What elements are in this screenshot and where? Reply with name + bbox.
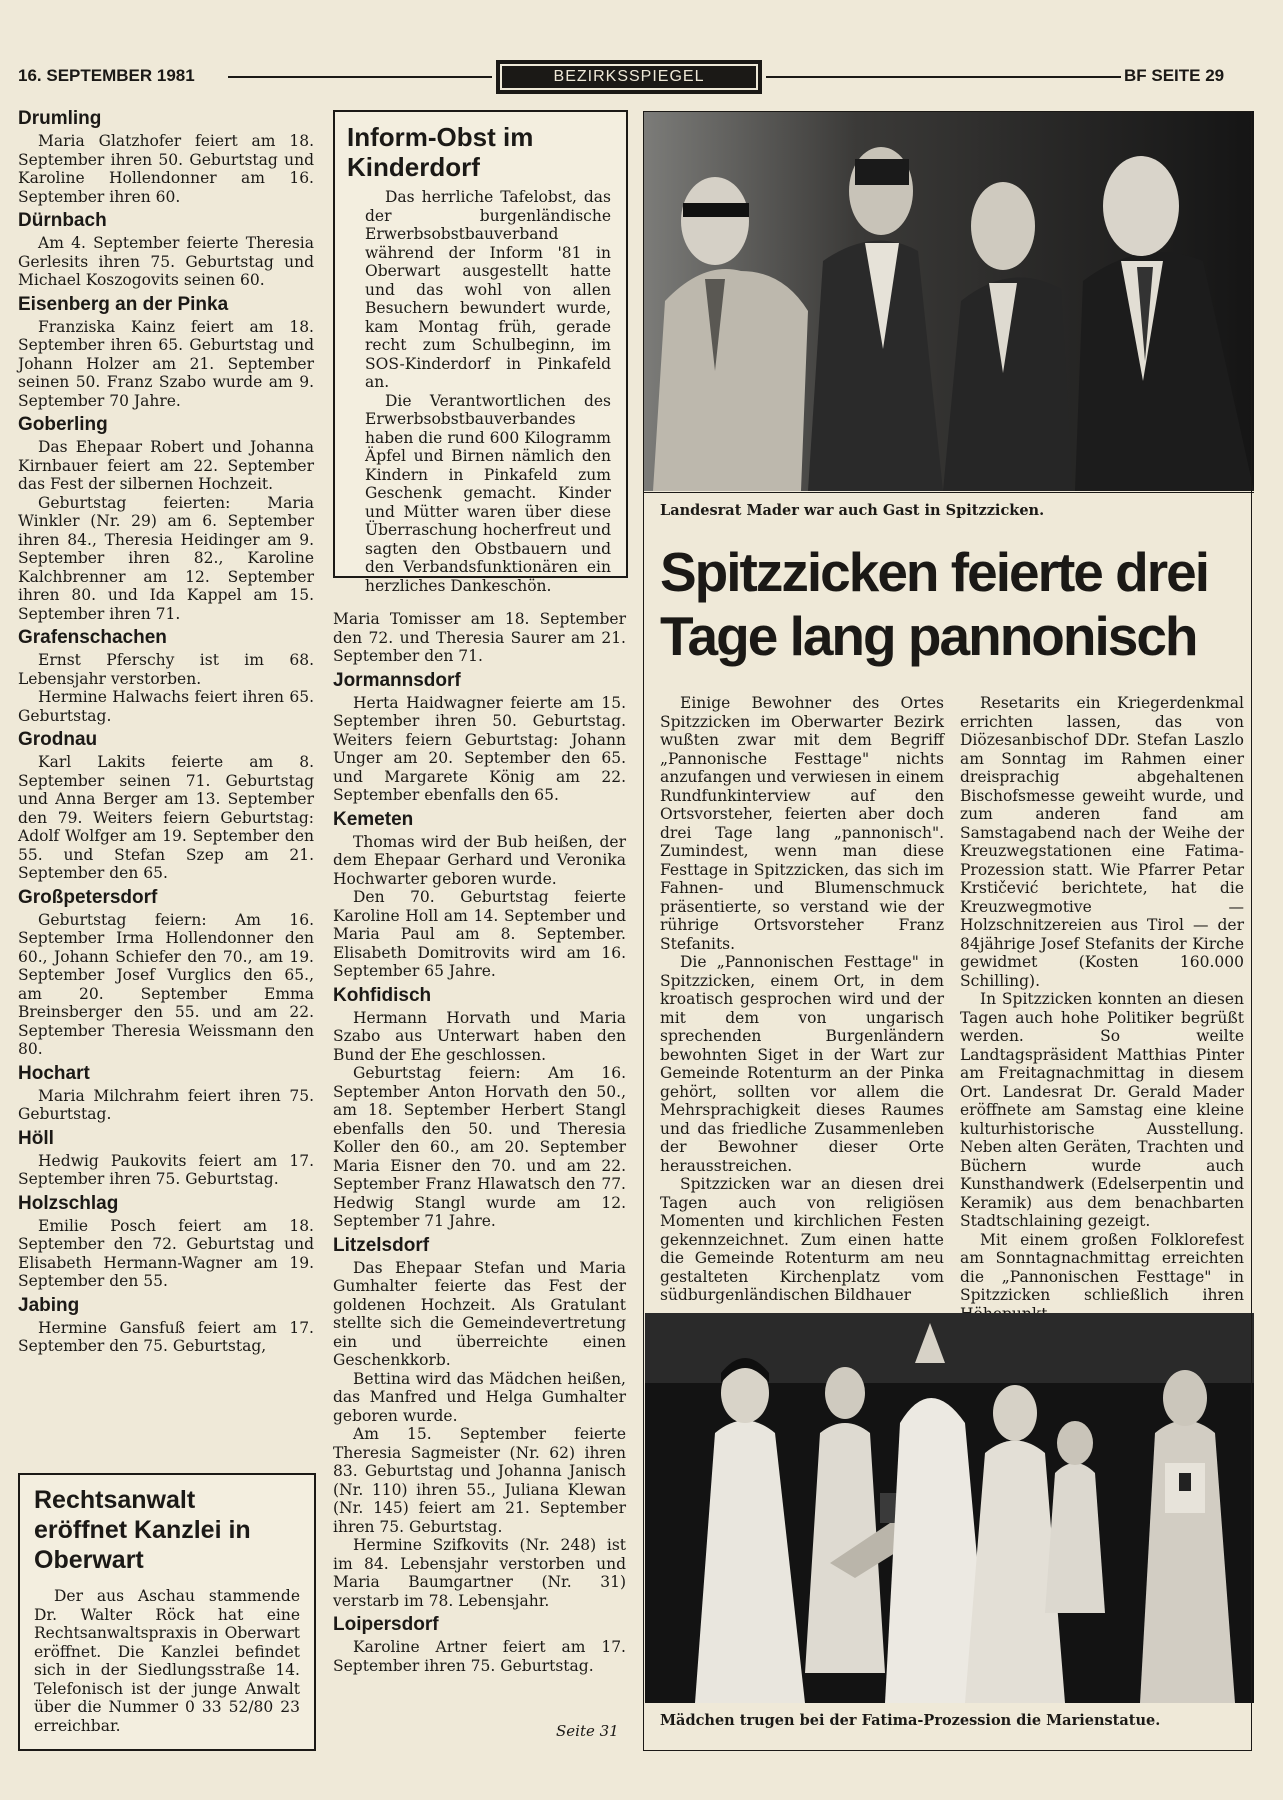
paragraph: Thomas wird der Bub heißen, der dem Ehepaar Gerhard und Veronika Hochwarter geboren wurde. [333,832,626,888]
village-heading: Eisenberg an der Pinka [18,293,229,315]
photo1-caption: Landesrat Mader war auch Gast in Spitzzicken. [660,502,1045,519]
paragraph: Der aus Aschau stammende Dr. Walter Röck hat eine Rechtsanwaltspraxis in Oberwart eröffnet. Die Kanzlei befindet sich in der Siedlungsstraße 14. Telefonisch ist der junge Anwalt über die Nummer 0 33 52/80 23 erreichbar. [34,1587,300,1735]
section-label: BEZIRKSSPIEGEL [500,64,758,90]
photo-politicians [643,111,1254,491]
village-heading: Jormannsdorf [333,669,461,691]
paragraph: Hedwig Paukovits feiert am 17. September ihren 75. Geburtstag. [18,1151,314,1188]
section-label-box [496,60,762,94]
paragraph: Geburtstag feiern: Am 16. September Irma Hollendonner den 60., Johann Schiefer den 70., am 19. September Josef Vurglics den 65., am 20. September Emma Breinsberger den 55. und am 22. September Theresia Weissmann den 80. [18,910,314,1058]
paragraph: Hermine Halwachs feiert ihren 65. Geburtstag. [18,688,314,725]
box-inform-obst-title: Inform-Obst im Kinderdorf [347,122,534,182]
paragraph: Hermine Gansfuß feiert am 17. September den 75. Geburtstag, [18,1318,314,1355]
village-heading: Hochart [18,1062,90,1084]
box-rechtsanwalt [18,1473,316,1751]
village-heading: Loipersdorf [333,1614,439,1635]
village-heading: Kohfidisch [333,984,432,1006]
column-local-news-1 [18,104,314,1356]
box-inform-obst [333,110,628,595]
paragraph: Franziska Kainz feiert am 18. September ihren 65. Geburtstag und Johann Holzer am 21. September seinen 50. Franz Szabo wurde am 9. September 70 Jahre. [18,317,314,410]
village-heading: Drumling [18,108,102,129]
box-rechtsanwalt-title: Rechtsanwalt eröffnet Kanzlei in Oberwart [34,1486,251,1574]
paragraph: Emilie Posch feiert am 18. September den 72. Geburtstag und Elisabeth Hermann-Wagner am 19. September den 55. [18,1216,314,1290]
paragraph: Das Ehepaar Stefan und Maria Gumhalter feierte das Fest der goldenen Hochzeit. Als Gratulant stellte sich die Gemeindevertretung ein und überreichte einen Geschenkkorb. [333,1258,626,1369]
paragraph: Einige Bewohner des Ortes Spitzzicken im Oberwarter Bezirk wußten zwar mit dem Begriff „Pannonische Festtage" nichts anzufangen und verwiesen in einem Rundfunkinterview auf den Ortsvorsteher, feierten aber doch drei Tage lang „pannonisch". Zumindest, wenn man diese Festtage in Spitzzicken, das sich im Fahnen- und Blumenschmuck präsentierte, so verstand wie der rührige Ortsvorsteher Franz Stefanits. [660,694,944,953]
paragraph: Geburtstag feierten: Maria Winkler (Nr. 29) am 6. September ihren 84., Theresia Heidinger am 9. September ihren 82., Karoline Kalchbrenner am 12. September ihren 80. und Ida Kappel am 15. September ihren 71. [18,493,314,623]
issue-date: 16. SEPTEMBER 1981 [18,66,195,85]
article-column-a [660,694,944,1305]
paragraph: Maria Milchrahm feiert ihren 75. Geburtstag. [18,1086,314,1123]
paragraph: Maria Glatzhofer feiert am 18. September ihren 50. Geburtstag und Karoline Hollendonner am 16. September ihren 60. [18,132,314,206]
photo-procession [645,1313,1254,1703]
paragraph: Bettina wird das Mädchen heißen, das Manfred und Helga Gumhalter geboren wurde. [333,1369,626,1425]
photo2-caption: Mädchen trugen bei der Fatima-Prozession die Marienstatue. [660,1712,1161,1729]
paragraph: Mit einem großen Folklorefest am Sonntagnachmittag erreichten die „Pannonischen Festtage" in Spitzzicken schließlich ihren [960,1230,1244,1304]
paragraph: In Spitzzicken konnten an diesen Tagen auch hohe Politiker begrüßt werden. So weilte Landtagspräsident Matthias Pinter am Freitagnachmittag in diesem Ort. Landesrat Dr. Gerald Mader eröffnete am Samstag eine kleine kulturhistorische Ausstellung. Neben alten Geräten, Trachten und Büchern wurde auch Kunsthandwerk (Edelserpentin und Keramik) aus dem benachbarten Stadtschlaining gezeigt. [960,990,1244,1230]
village-heading: Grafenschachen [18,627,167,648]
village-heading: Großpetersdorf [18,886,158,908]
paragraph: Karl Lakits feierte am 8. September seinen 71. Geburtstag und Anna Berger am 13. September den 79. Weiters feiern Geburtstag: Adolf Wolfger am 19. September den 55. und Stefan Szep am 21. September den 65. [18,753,314,882]
photo1-rule [643,492,1254,493]
column-local-news-2 [333,610,626,1675]
paragraph: Ernst Pferschy ist im 68. Lebensjahr verstorben. [18,651,314,688]
village-heading: Jabing [18,1294,80,1316]
paragraph: Am 15. September feierte Theresia Sagmeister (Nr. 62) ihren 83. Geburtstag und Johanna Janisch (Nr. 110) ihren 55., Juliana Klewan (Nr. 145) feiert am 21. September ihren 75. Geburtstag. [333,1425,626,1536]
village-heading: Dürnbach [18,210,107,231]
box-rechtsanwalt-text [34,1587,300,1735]
village-heading: Grodnau [18,729,98,750]
article-column-b [960,694,1244,1323]
village-heading: Holzschlag [18,1192,119,1214]
paragraph: Die „Pannonischen Festtage" in Spitzzicken, einem Ort, in dem kroatisch gesprochen wird und der mit dem von ungarisch sprechenden Burgenländern bewohnten Siget in der Wart zur Gemeinde Rotenturm an der Pinka gehört, sollten vor allem die Mehrsprachigkeit dieses Raumes und das friedliche Zusammenleben der Bewohner dieser Orte herausstreichen. [660,953,944,1175]
paragraph: Hermann Horvath und Maria Szabo aus Unterwart haben den Bund der Ehe geschlossen. [333,1008,626,1064]
paragraph: Das Ehepaar Robert und Johanna Kirnbauer feiert am 22. September das Fest der silbernen Hochzeit. [18,438,314,493]
page-reference: Seite 31 [556,1722,619,1740]
article-headline: Spitzzicken feierte drei Tage lang pannonisch [660,541,1209,667]
paragraph: Den 70. Geburtstag feierte Karoline Holl am 14. September und Maria Paul am 8. September. Elisabeth Domitrovits wird am 16. September 65 Jahre. [333,888,626,980]
village-heading: Litzelsdorf [333,1234,430,1256]
header-rule-right [766,76,1121,78]
paragraph: Das herrliche Tafelobst, das der burgenländische Erwerbsobstbauverband während der Inform '81 in Oberwart ausgestellt hatte und das wohl von allen Besuchern bewundert wurde, kam Montag früh, gerade recht zum Schulbeginn, im SOS-Kinderdorf in Pinkafeld an. [365,188,611,391]
paragraph: Herta Haidwagner feierte am 15. September ihren 50. Geburtstag. Weiters feiern Geburtstag: Johann Unger am 20. September den 65. und Margarete König am 22. September ebenfalls den 65. [333,693,626,804]
village-heading: Kemeten [333,808,414,830]
page-number: BF SEITE 29 [1124,66,1225,85]
village-heading: Goberling [18,414,108,435]
paragraph: Geburtstag feiern: Am 16. September Anton Horvath den 50., am 18. September Herbert Stangl ebenfalls den 50. und Theresia Koller den 60., am 20. September Maria Eisner den 70. und am 22. September Franz Hlawatsch den 77. Hedwig Stangl wurde am 12. September 71 Jahre. [333,1064,626,1230]
paragraph: Die Verantwortlichen des Erwerbsobstbauverbandes haben die rund 600 Kilogramm Äpfel und Birnen nämlich den Kindern in Pinkafeld zum Geschenk gemacht. Kinder und Mütter waren über diese Überraschung hocherfreut und sagten den Obstbauern und den Verbandsfunktionären ein herzliches Dankeschön. [365,391,611,595]
paragraph: Spitzzicken war an diesen drei Tagen auch von religiösen Momenten und kirchlichen Festen gekennzeichnet. Zum einen hatte die Gemeinde Rotenturm am neu gestalteten Kirchenplatz vom südburgenländischen Bildhauer [660,1175,944,1304]
header-rule-left [228,76,492,78]
paragraph: Karoline Artner feiert am 17. September ihren 75. Geburtstag. [333,1638,626,1675]
box-inform-obst-text [365,188,611,595]
paragraph: Hermine Szifkovits (Nr. 248) ist im 84. Lebensjahr verstorben und Maria Baumgartner (Nr. 31) verstarb im 78. Lebensjahr. [333,1536,626,1610]
paragraph: Am 4. September feierte Theresia Gerlesits ihren 75. Geburtstag und Michael Koszogovits seinen 60. [18,234,314,289]
paragraph: Maria Tomisser am 18. September den 72. und Theresia Saurer am 21. September den 71. [333,610,626,665]
paragraph: Resetarits ein Kriegerdenkmal errichten lassen, das von Diözesanbischof DDr. Stefan Laszlo am Sonntag im Rahmen einer dreisprachig abgehaltenen Bischofsmesse geweiht wurde, und zum anderen fand am Samstagabend nach der Weihe der Kreuzwegstationen eine Fatima-Prozession statt. Wie Pfarrer Petar Krstičević berichtete, hat die Kreuzwegmotive — Holzschnitzereien aus Tirol — der 84jährige Josef Stefanits der Kirche gewidmet (Kosten 160.000 Schilling). [960,694,1244,990]
village-heading: Höll [18,1127,54,1149]
